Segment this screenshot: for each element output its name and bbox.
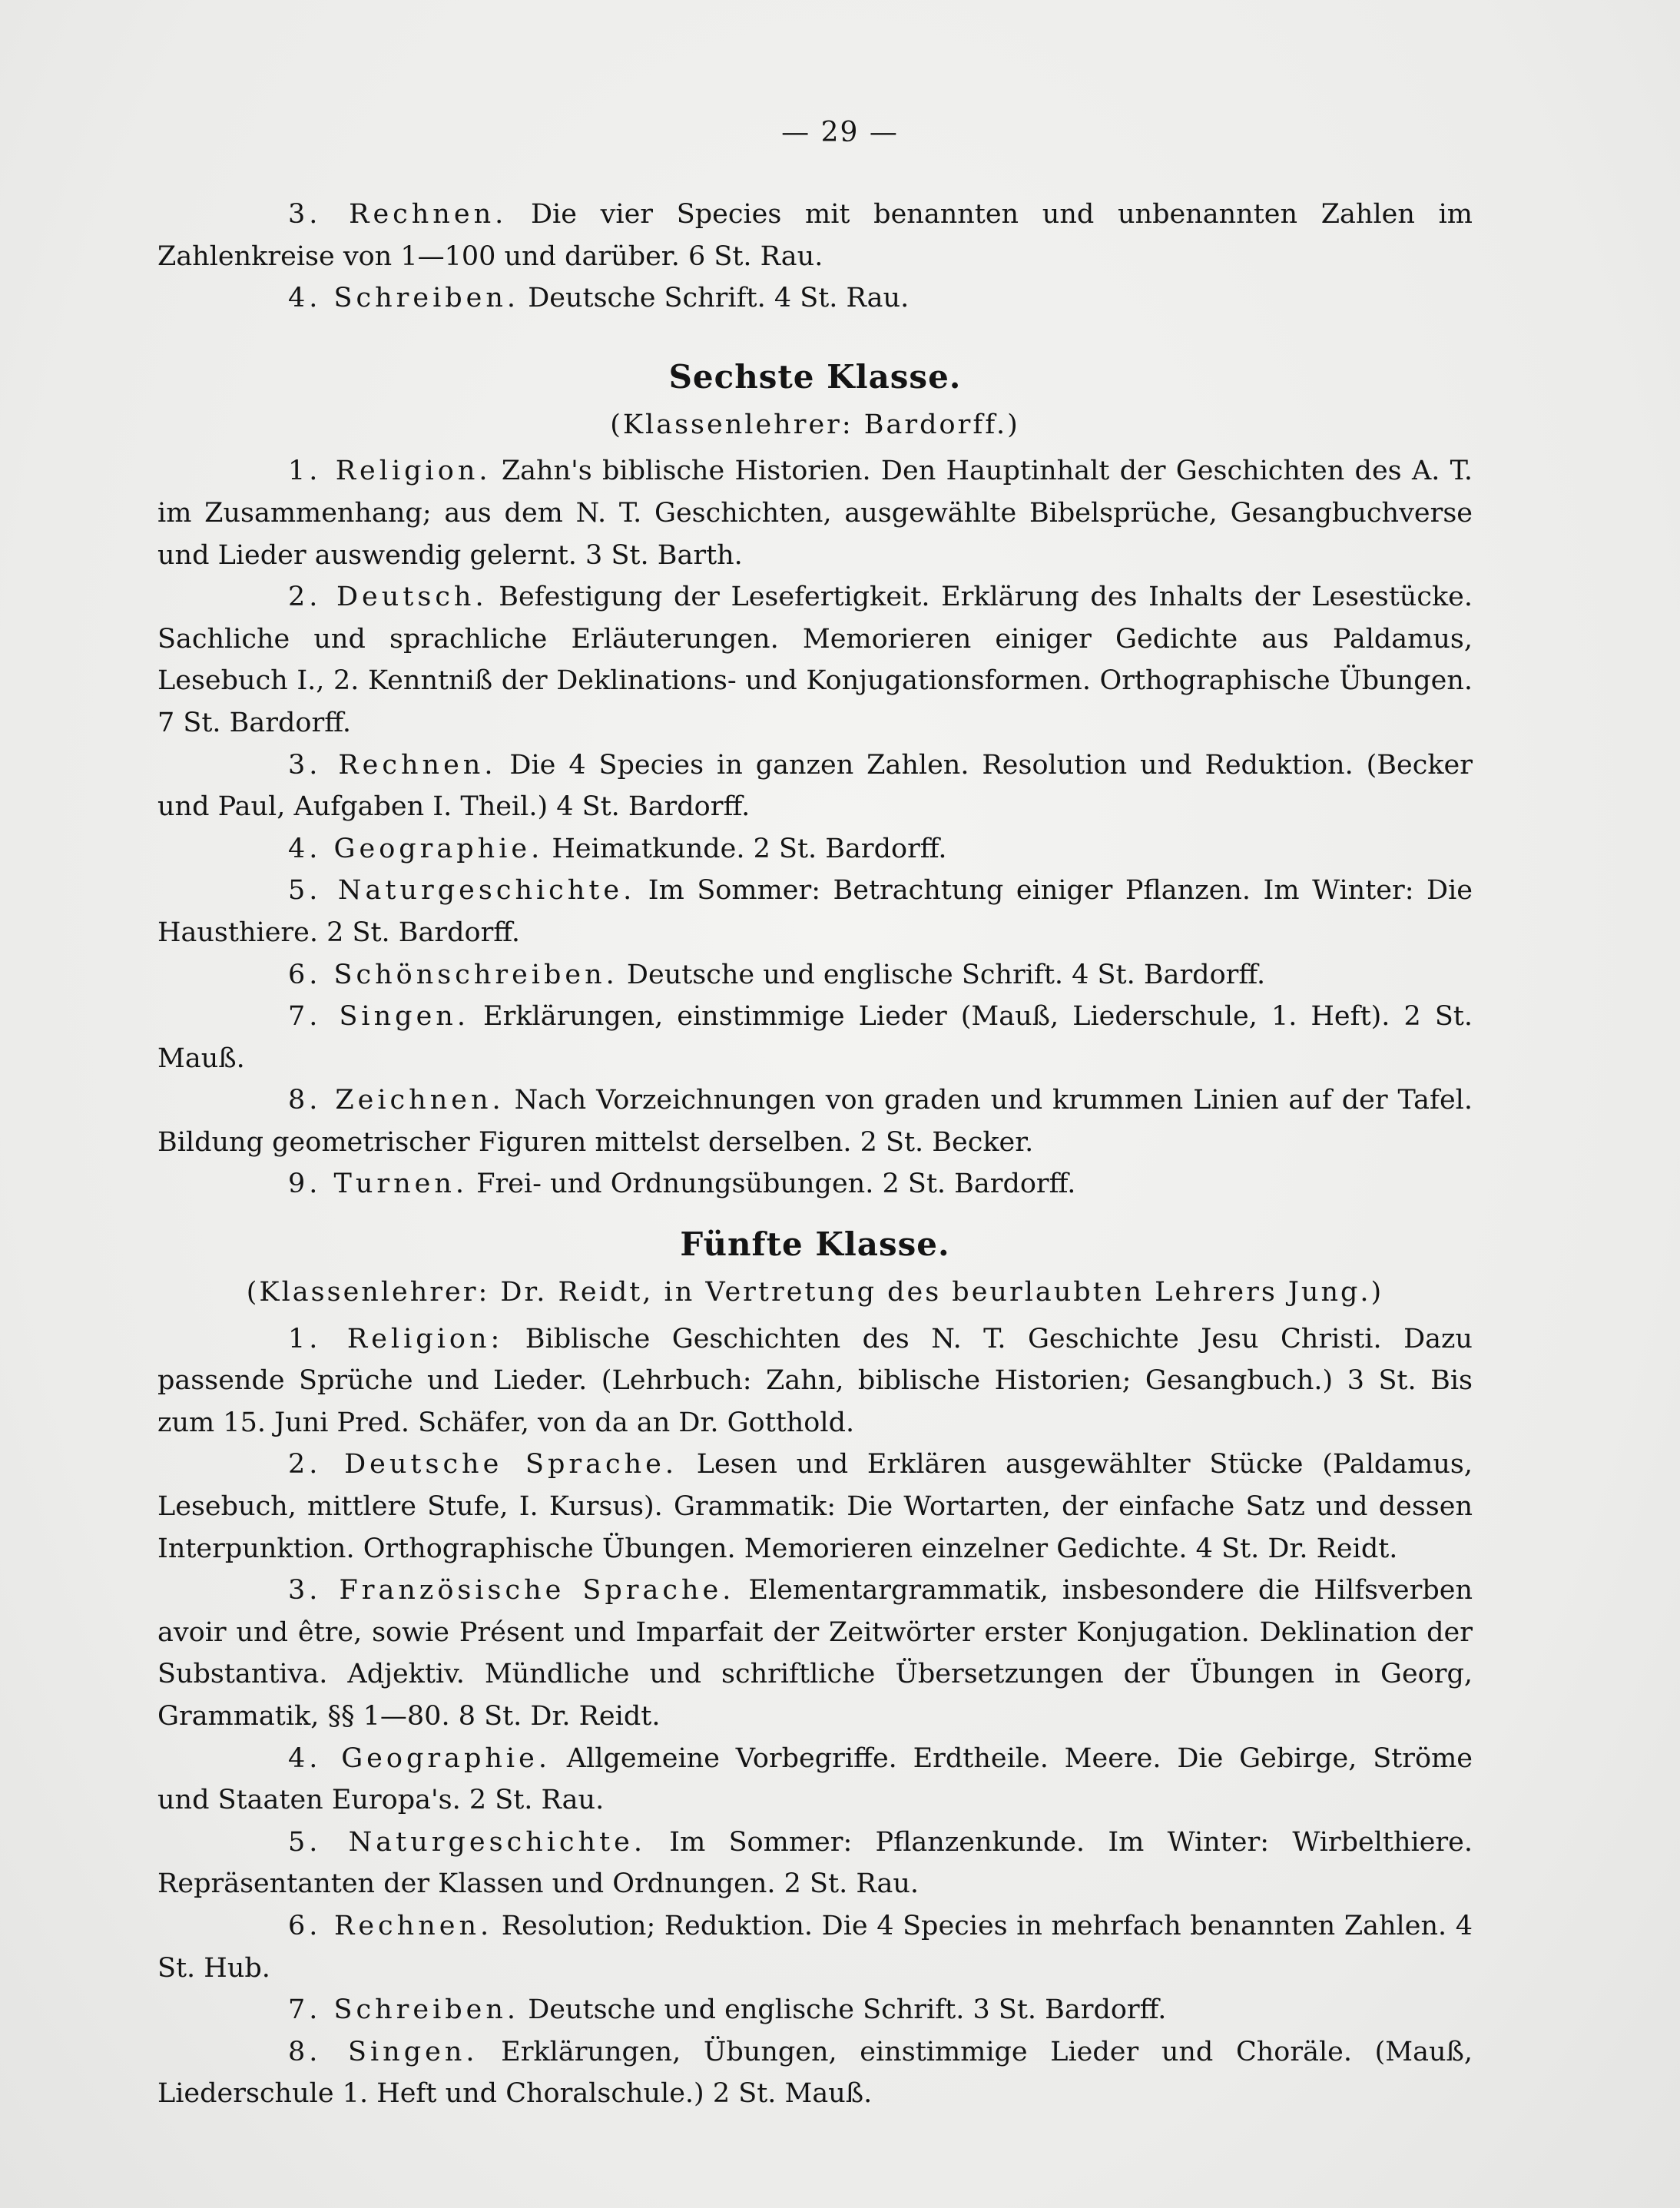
subject-label: 2. Deutsche Sprache. bbox=[288, 1449, 678, 1480]
subject-label: 6. Rechnen. bbox=[288, 1910, 493, 1941]
section-heading-sechste-klasse: Sechste Klasse. bbox=[668, 357, 962, 396]
sechste-item bbox=[157, 828, 1473, 870]
subject-label: 9. Turnen. bbox=[288, 1169, 469, 1200]
subject-label: 3. Französische Sprache. bbox=[288, 1575, 735, 1606]
fuenfte-item bbox=[157, 1444, 1473, 1570]
subject-label: 1. Religion: bbox=[288, 1323, 504, 1354]
subject-label: 4. Geographie. bbox=[288, 1742, 551, 1774]
subject-text: Allgemeine Vorbegriffe. Erdtheile. Meere. Die Gebirge, Ströme und Staaten Europa's. 2 St. Rau. bbox=[157, 1742, 1473, 1816]
subject-text: Frei- und Ordnungsübungen. 2 St. Bardorff. bbox=[476, 1169, 1076, 1200]
sechste-item bbox=[157, 996, 1473, 1079]
fuenfte-item bbox=[157, 1822, 1473, 1905]
subject-text: Erklärungen, einstimmige Lieder (Mauß, Liederschule, 1. Heft). 2 St. Mauß. bbox=[157, 1001, 1473, 1074]
subject-text: Elementargrammatik, insbesondere die Hilfsverben avoir und être, sowie Présent und Imparfait der Zeitwörter erster Konjugation. Deklination der Substantiva. Adjektiv. Mündliche und schriftliche Übersetzungen der Übungen in Georg, Grammatik, §§ 1—80. 8 St. Dr. Reidt. bbox=[157, 1575, 1473, 1732]
section-heading-fuenfte-klasse: Fünfte Klasse. bbox=[680, 1225, 950, 1264]
subject-label: 5. Naturgeschichte. bbox=[288, 875, 636, 907]
subject-label: 3. Rechnen. bbox=[288, 199, 508, 230]
fuenfte-item bbox=[157, 1905, 1473, 1989]
class-teacher-sechste: (Klassenlehrer: Bardorff.) bbox=[610, 409, 1020, 440]
subject-text: Resolution; Reduktion. Die 4 Species in mehrfach benannten Zahlen. 4 St. Hub. bbox=[157, 1910, 1473, 1984]
sechste-item bbox=[157, 870, 1473, 953]
subject-label: 1. Religion. bbox=[288, 456, 492, 487]
subject-text: Befestigung der Lesefertigkeit. Erklärung des Inhalts der Lesestücke. Sachliche und sprachliche Erläuterungen. Memorieren einiger Gedichte aus Paldamus, Lesebuch I., 2. Kenntniß der Deklinations- und Konjugationsformen. Orthographische Übungen. 7 St. Bardorff. bbox=[157, 582, 1473, 738]
subject-text: Lesen und Erklären ausgewählter Stücke (Paldamus, Lesebuch, mittlere Stufe, I. Kursus). Grammatik: Die Wortarten, der einfache Satz und dessen Interpunktion. Orthographische Übungen. Memorieren einzelner Gedichte. 4 St. Dr. Reidt. bbox=[157, 1449, 1473, 1564]
subject-label: 2. Deutsch. bbox=[288, 582, 488, 613]
subject-label: 5. Naturgeschichte. bbox=[288, 1826, 646, 1858]
sechste-item bbox=[157, 576, 1473, 744]
intro-item-schreiben bbox=[157, 277, 1473, 320]
sechste-item bbox=[157, 1163, 1473, 1205]
subject-text: Die 4 Species in ganzen Zahlen. Resolution und Reduktion. (Becker und Paul, Aufgaben I. Theil.) 4 St. Bardorff. bbox=[157, 749, 1473, 823]
subject-text: Die vier Species mit benannten und unbenannten Zahlen im Zahlenkreise von 1—100 und darüber. 6 St. Rau. bbox=[157, 199, 1473, 272]
fuenfte-item bbox=[157, 1570, 1473, 1737]
subject-label: 6. Schönschreiben. bbox=[288, 959, 618, 990]
subject-label: 3. Rechnen. bbox=[288, 749, 497, 781]
subject-text: Zahn's biblische Historien. Den Hauptinhalt der Geschichten des A. T. im Zusammenhang; aus dem N. T. Geschichten, ausgewählte Bibelsprüche, Gesangbuchverse und Lieder auswendig gelernt. 3 St. Barth. bbox=[157, 456, 1473, 571]
page-body bbox=[157, 194, 1473, 2115]
class-teacher-fuenfte: (Klassenlehrer: Dr. Reidt, in Vertretung des beurlaubten Lehrers Jung.) bbox=[246, 1277, 1384, 1308]
subject-text: Deutsche und englische Schrift. 3 St. Bardorff. bbox=[528, 1994, 1167, 2026]
subject-text: Erklärungen, Übungen, einstimmige Lieder und Choräle. (Mauß, Liederschule 1. Heft und Choralschule.) 2 St. Mauß. bbox=[157, 2036, 1473, 2110]
subject-label: 4. Geographie. bbox=[288, 833, 544, 864]
subject-label: 7. Singen. bbox=[288, 1001, 469, 1033]
sechste-item bbox=[157, 1079, 1473, 1163]
subject-text: Deutsche Schrift. 4 St. Rau. bbox=[528, 283, 910, 314]
page-number: — 29 — bbox=[781, 117, 899, 148]
fuenfte-item bbox=[157, 1738, 1473, 1822]
subject-label: 8. Singen. bbox=[288, 2036, 479, 2067]
subject-label: 8. Zeichnen. bbox=[288, 1085, 505, 1116]
subject-text: Heimatkunde. 2 St. Bardorff. bbox=[552, 833, 947, 864]
sechste-item bbox=[157, 450, 1473, 576]
fuenfte-item bbox=[157, 1989, 1473, 2031]
fuenfte-item bbox=[157, 2031, 1473, 2115]
subject-text: Deutsche und englische Schrift. 4 St. Bardorff. bbox=[626, 959, 1266, 990]
sechste-item bbox=[157, 744, 1473, 828]
subject-label: 4. Schreiben. bbox=[288, 283, 520, 314]
sechste-item bbox=[157, 954, 1473, 996]
intro-item-rechnen bbox=[157, 194, 1473, 277]
subject-text: Im Sommer: Pflanzenkunde. Im Winter: Wirbelthiere. Repräsentanten der Klassen und Ordnungen. 2 St. Rau. bbox=[157, 1826, 1473, 1900]
subject-text: Biblische Geschichten des N. T. Geschichte Jesu Christi. Dazu passende Sprüche und Lieder. (Lehrbuch: Zahn, biblische Historien; Gesangbuch.) 3 St. Bis zum 15. Juni Pred. Schäfer, von da an Dr. Gotthold. bbox=[157, 1323, 1473, 1438]
subject-text: Im Sommer: Betrachtung einiger Pflanzen. Im Winter: Die Hausthiere. 2 St. Bardorff. bbox=[157, 875, 1473, 948]
fuenfte-item bbox=[157, 1318, 1473, 1444]
subject-label: 7. Schreiben. bbox=[288, 1994, 520, 2026]
subject-text: Nach Vorzeichnungen von graden und krummen Linien auf der Tafel. Bildung geometrischer Figuren mittelst derselben. 2 St. Becker. bbox=[157, 1085, 1473, 1158]
